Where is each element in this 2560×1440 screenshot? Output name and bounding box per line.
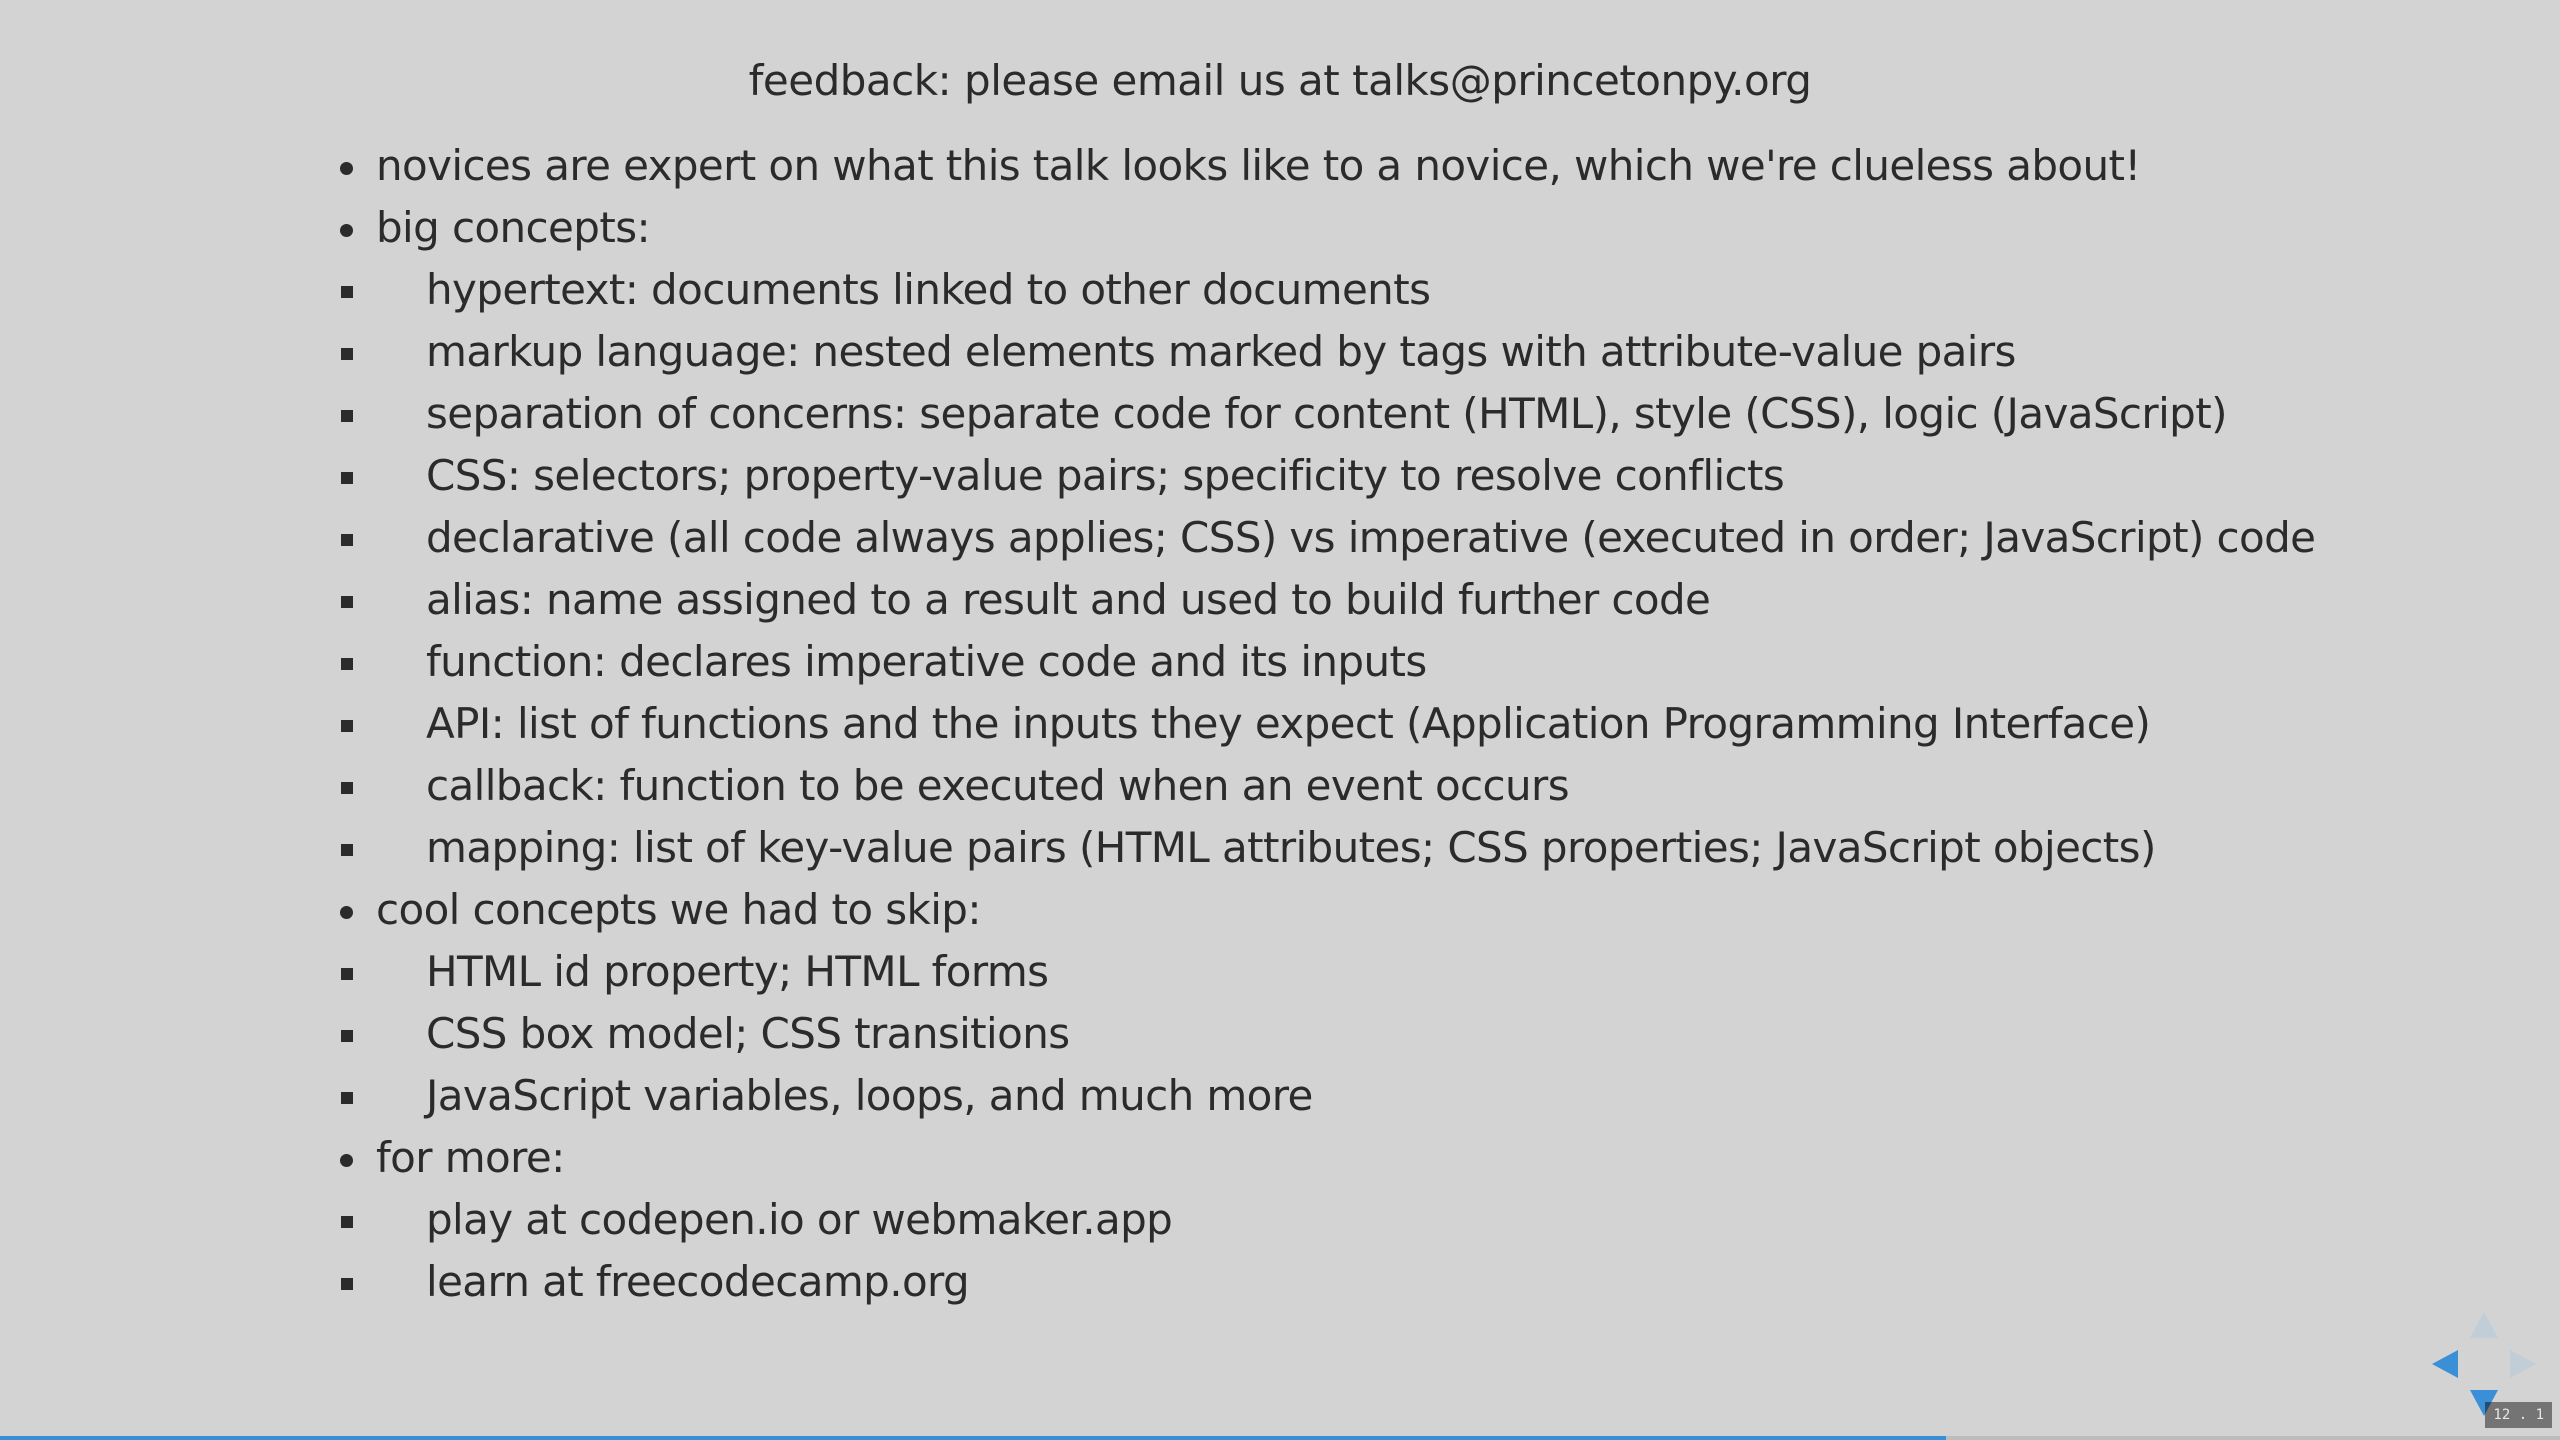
bullet-list bbox=[340, 135, 2315, 1313]
sub-list-item: hypertext: documents linked to other documents bbox=[376, 259, 2315, 321]
sub-list-item: callback: function to be executed when an event occurs bbox=[376, 755, 2315, 817]
sub-list-item: play at codepen.io or webmaker.app bbox=[376, 1189, 2315, 1251]
list-item bbox=[340, 879, 2315, 1127]
list-item-label: novices are expert on what this talk looks like to a novice, which we're clueless about! bbox=[376, 141, 2141, 190]
list-item bbox=[340, 135, 2315, 197]
sub-list-item: mapping: list of key-value pairs (HTML attributes; CSS properties; JavaScript objects) bbox=[376, 817, 2315, 879]
navigation-controls bbox=[2432, 1312, 2536, 1416]
list-item-label: big concepts: bbox=[376, 203, 651, 252]
sub-list-item: separation of concerns: separate code for content (HTML), style (CSS), logic (JavaScript) bbox=[376, 383, 2315, 445]
nav-left-arrow-icon[interactable] bbox=[2432, 1350, 2458, 1378]
sub-bullet-list bbox=[376, 941, 2315, 1127]
sub-bullet-list bbox=[376, 259, 2315, 879]
sub-list-item: HTML id property; HTML forms bbox=[376, 941, 2315, 1003]
sub-bullet-list bbox=[376, 1189, 2315, 1313]
sub-list-item: alias: name assigned to a result and used to build further code bbox=[376, 569, 2315, 631]
sub-list-item: learn at freecodecamp.org bbox=[376, 1251, 2315, 1313]
progress-bar bbox=[0, 1436, 2560, 1440]
list-item bbox=[340, 1127, 2315, 1313]
sub-list-item: API: list of functions and the inputs they expect (Application Programming Interface) bbox=[376, 693, 2315, 755]
progress-bar-fill bbox=[0, 1436, 1946, 1440]
nav-up-arrow-icon[interactable] bbox=[2470, 1312, 2498, 1338]
sub-list-item: CSS: selectors; property-value pairs; specificity to resolve conflicts bbox=[376, 445, 2315, 507]
sub-list-item: markup language: nested elements marked by tags with attribute-value pairs bbox=[376, 321, 2315, 383]
slide-title: feedback: please email us at talks@princetonpy.org bbox=[748, 56, 1812, 105]
list-item-label: cool concepts we had to skip: bbox=[376, 885, 981, 934]
sub-list-item: declarative (all code always applies; CSS) vs imperative (executed in order; JavaScript) code bbox=[376, 507, 2315, 569]
list-item-label: for more: bbox=[376, 1133, 565, 1182]
nav-right-arrow-icon[interactable] bbox=[2510, 1350, 2536, 1378]
list-item bbox=[340, 197, 2315, 879]
sub-list-item: CSS box model; CSS transitions bbox=[376, 1003, 2315, 1065]
sub-list-item: function: declares imperative code and its inputs bbox=[376, 631, 2315, 693]
sub-list-item: JavaScript variables, loops, and much more bbox=[376, 1065, 2315, 1127]
slide-number: 12 . 1 bbox=[2485, 1402, 2552, 1428]
